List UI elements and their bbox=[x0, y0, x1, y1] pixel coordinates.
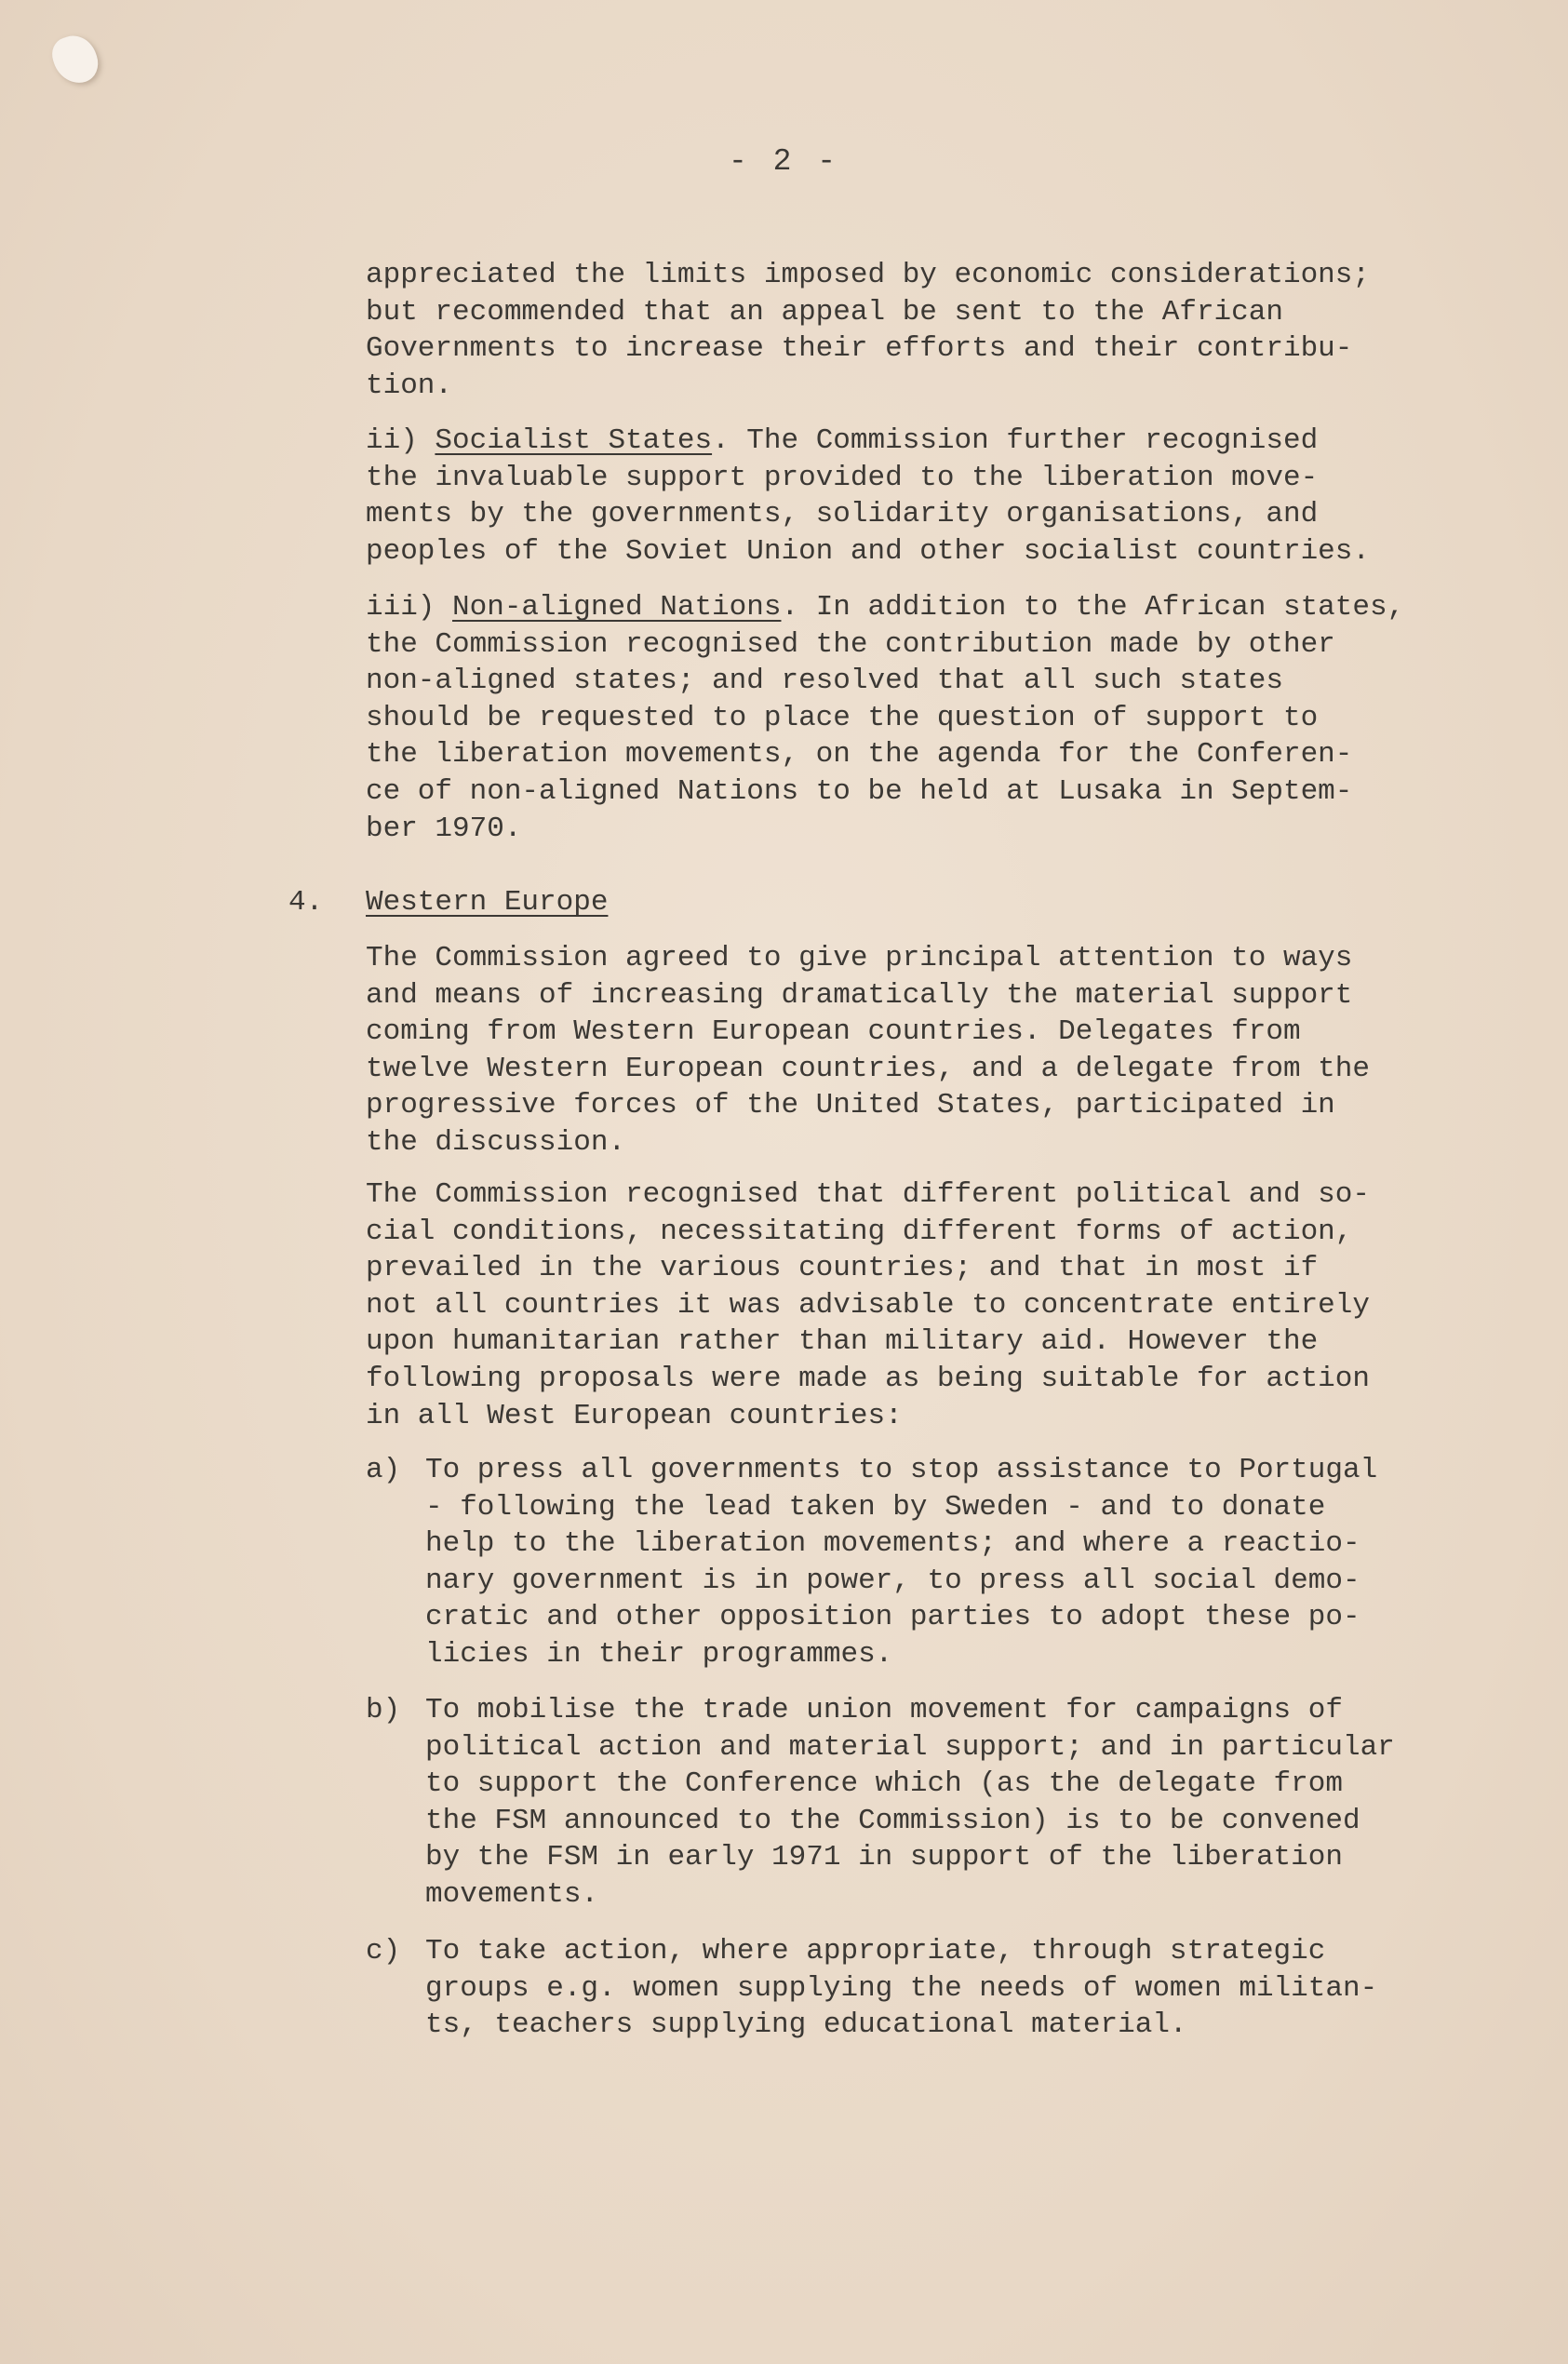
text-line bbox=[366, 423, 1510, 460]
text-line: licies in their programmes. bbox=[425, 1637, 893, 1671]
text-line: the Commission recognised the contribution made by other bbox=[366, 627, 1335, 661]
text-line: and means of increasing dramatically the material support bbox=[366, 978, 1353, 1012]
section-subtitle: Non-aligned Nations bbox=[452, 591, 782, 624]
proposal-text bbox=[425, 1452, 1377, 1673]
text-line: To press all governments to stop assistance to Portugal bbox=[425, 1454, 1378, 1486]
item-label: c) bbox=[366, 1935, 401, 1968]
section-number: 4. bbox=[288, 886, 324, 919]
text-line: but recommended that an appeal be sent to the African bbox=[366, 295, 1283, 329]
text-line: the liberation movements, on the agenda for the Conferen- bbox=[366, 738, 1353, 772]
text-line: To mobilise the trade union movement for campaigns of bbox=[425, 1694, 1343, 1726]
text-line: following proposals were made as being suitable for action bbox=[366, 1362, 1370, 1395]
text-line: progressive forces of the United States, participated in bbox=[366, 1089, 1335, 1122]
text-line: ce of non-aligned Nations to be held at Lusaka in Septem- bbox=[366, 774, 1353, 808]
socialist-states-paragraph bbox=[366, 423, 1510, 570]
text-line: To take action, where appropriate, through strategic bbox=[425, 1935, 1326, 1968]
text-line: cial conditions, necessitating different forms of action, bbox=[366, 1215, 1353, 1248]
item-label: b) bbox=[366, 1694, 401, 1726]
text-line: to support the Conference which (as the delegate from bbox=[425, 1767, 1343, 1801]
proposal-text bbox=[425, 1692, 1395, 1914]
item-label: a) bbox=[366, 1454, 401, 1486]
text-line: political action and material support; and in particular bbox=[425, 1730, 1395, 1764]
torn-corner bbox=[47, 30, 103, 89]
text-line: prevailed in the various countries; and that in most if bbox=[366, 1252, 1319, 1285]
text-line: movements. bbox=[425, 1877, 599, 1911]
item-marker: ii) bbox=[366, 424, 436, 457]
section-heading bbox=[366, 884, 1510, 921]
text-line: coming from Western European countries. Delegates from bbox=[366, 1015, 1301, 1049]
text-line: appreciated the limits imposed by economic considerations; bbox=[366, 259, 1370, 291]
page-number: - 2 - bbox=[728, 144, 840, 179]
text-line: in all West European countries: bbox=[366, 1399, 903, 1432]
text-line: The Commission agreed to give principal attention to ways bbox=[366, 942, 1353, 974]
text-line: help to the liberation movements; and where a reactio- bbox=[425, 1527, 1360, 1561]
text-line: groups e.g. women supplying the needs of women militan- bbox=[425, 1971, 1378, 2005]
text-line: ts, teachers supplying educational material. bbox=[425, 2008, 1187, 2042]
text-line: - following the lead taken by Sweden - and to donate bbox=[425, 1490, 1326, 1524]
western-europe-paragraph-2 bbox=[366, 1176, 1510, 1434]
item-marker: iii) bbox=[366, 591, 453, 624]
section-subtitle: Socialist States bbox=[435, 424, 713, 457]
text-line: by the FSM in early 1971 in support of the liberation bbox=[425, 1841, 1343, 1874]
text-line: The Commission recognised that different political and so- bbox=[366, 1178, 1370, 1211]
text-line: twelve Western European countries, and a delegate from the bbox=[366, 1052, 1370, 1085]
text-line: peoples of the Soviet Union and other socialist countries. bbox=[366, 534, 1370, 568]
section-title: Western Europe bbox=[366, 886, 609, 919]
non-aligned-paragraph bbox=[366, 589, 1510, 847]
text-line: non-aligned states; and resolved that all such states bbox=[366, 665, 1283, 698]
text-line bbox=[366, 589, 1510, 626]
text-line: nary government is in power, to press all social demo- bbox=[425, 1564, 1360, 1597]
proposal-text bbox=[425, 1933, 1377, 2044]
text-line: upon humanitarian rather than military aid. However the bbox=[366, 1325, 1319, 1359]
text-line: cratic and other opposition parties to adopt these po- bbox=[425, 1601, 1360, 1634]
heading-line bbox=[366, 884, 1510, 921]
text-line: Governments to increase their efforts and their contribu- bbox=[366, 332, 1353, 366]
text-line: ments by the governments, solidarity organisations, and bbox=[366, 498, 1319, 531]
text-line: the invaluable support provided to the liberation move- bbox=[366, 461, 1319, 494]
text-line: tion. bbox=[366, 369, 453, 402]
text-fragment: . In addition to the African states, bbox=[781, 591, 1405, 624]
western-europe-paragraph-1 bbox=[366, 940, 1510, 1162]
text-fragment: . The Commission further recognised bbox=[712, 424, 1319, 457]
text-line: should be requested to place the question of support to bbox=[366, 701, 1319, 734]
text-line: ber 1970. bbox=[366, 812, 522, 845]
text-line: not all countries it was advisable to concentrate entirely bbox=[366, 1288, 1370, 1322]
text-line: the discussion. bbox=[366, 1125, 626, 1159]
text-line: the FSM announced to the Commission) is to be convened bbox=[425, 1804, 1360, 1837]
intro-paragraph bbox=[366, 257, 1510, 404]
